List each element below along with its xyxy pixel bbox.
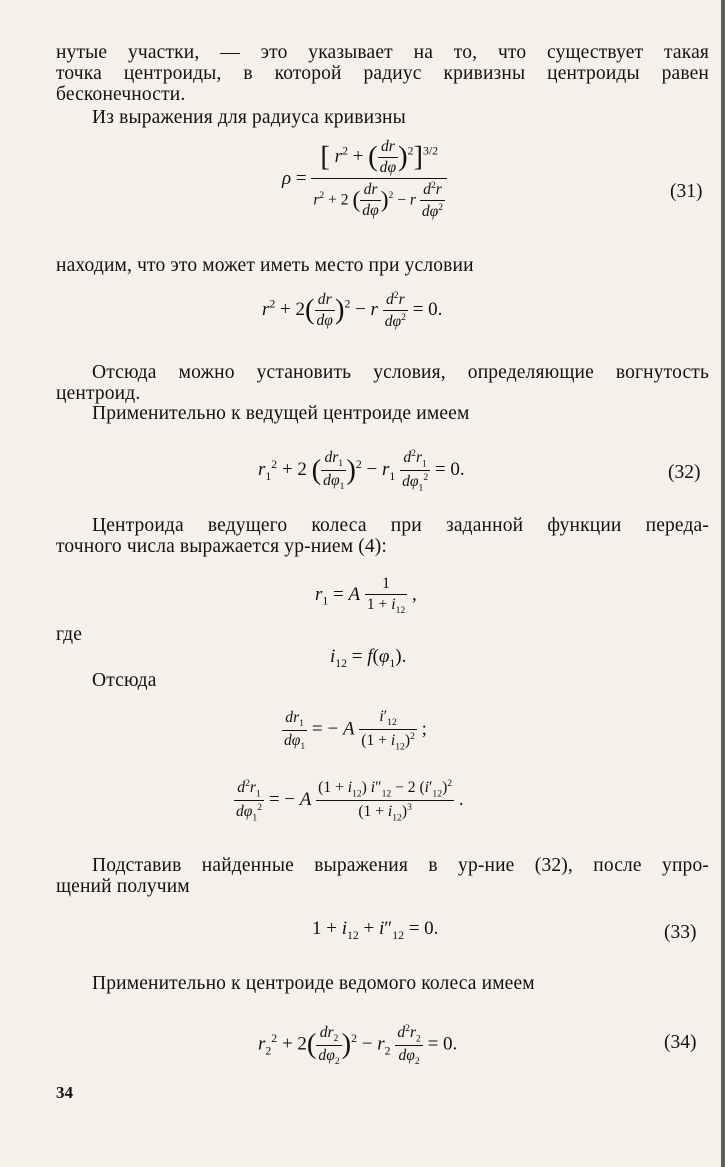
page-number: 34 <box>56 1083 73 1102</box>
paragraph-1-line-3: бесконечности. <box>56 84 186 105</box>
equation-number-32: (32) <box>668 462 701 483</box>
paragraph-6-line-2: точного числа выражается ур-нием (4): <box>56 536 387 557</box>
paragraph-4-line-1: Отсюда можно установить условия, определяющие вогнутость <box>92 362 709 383</box>
paragraph-5: Применительно к ведущей центроиде имеем <box>92 403 470 424</box>
paragraph-2: Из выражения для радиуса кривизны <box>92 107 406 128</box>
paragraph-4-line-2: центроид. <box>56 383 141 404</box>
equation-condition: $r^2 + 2$( $\frac{dr}{d\varphi}$ )$^2$ − r $\frac{d^2r}{d\varphi^2}$ = 0. <box>262 290 443 331</box>
equation-34: $r_2^2 + 2$( $\frac{dr_2}{d\varphi_2}$ )$^2 - r_2$ $\frac{d^2r_2}{d\varphi_2}$ = 0. <box>258 1023 458 1068</box>
paragraph-1-line-1: нутые участки, — это указывает на то, что существует такая <box>56 42 709 63</box>
paragraph-7: где <box>56 624 83 645</box>
paragraph-1-line-2: точка центроиды, в которой радиус кривизны центроиды равен <box>56 63 709 84</box>
paragraph-3: находим, что это может иметь место при условии <box>56 255 474 276</box>
equation-first-derivative: $\frac{dr_1}{d\varphi_1}$ = − A $\frac{i'_{12}}{(1 + i_{12})^2}$ ; <box>284 708 427 753</box>
page-edge <box>721 0 725 1167</box>
equation-32: $r_1^2 + 2$ ( $\frac{dr_1}{d\varphi_1}$ )$^2 - r_1$ $\frac{d^2r_1}{d\varphi_1^2}$ = 0. <box>258 448 465 494</box>
equation-second-derivative: $\frac{d^2r_1}{d\varphi_1^2}$ = − A $\frac{(1 + i_{12}) i''_{12} - 2 (i'_{12})^2}{(1 + i_{12})^3}$ . <box>236 778 464 824</box>
paragraph-9-line-1: Подставив найденные выражения в ур-ние (32), после упро- <box>92 855 709 876</box>
equation-number-34: (34) <box>664 1032 697 1053</box>
paragraph-6-line-1: Центроида ведущего колеса при заданной функции переда- <box>92 515 709 536</box>
equation-number-31: (31) <box>670 181 703 202</box>
paragraph-9-line-2: щений получим <box>56 876 190 897</box>
equation-31: ρ = [ $r^2$ + ( $\frac{dr}{d\varphi}$ )$^2$]$^{3/2}$ $r^2 + 2$ ( $\frac{dr}{d\varphi}$ )$^2$ − r $\frac{d^2r}{d\varphi^2}$ <box>282 138 447 221</box>
equation-number-33: (33) <box>664 922 697 943</box>
equation-33: $1 + i_{12} + i''_{12} = 0$. <box>312 918 439 942</box>
equation-r1: $r_1 = A$ $\frac{1}{1 + i_{12}}$ , <box>315 575 417 617</box>
equation-i12: $i_{12} = f(\varphi_1)$. <box>330 646 407 670</box>
paragraph-8: Отсюда <box>92 670 157 691</box>
paragraph-10: Применительно к центроиде ведомого колеса имеем <box>92 973 535 994</box>
